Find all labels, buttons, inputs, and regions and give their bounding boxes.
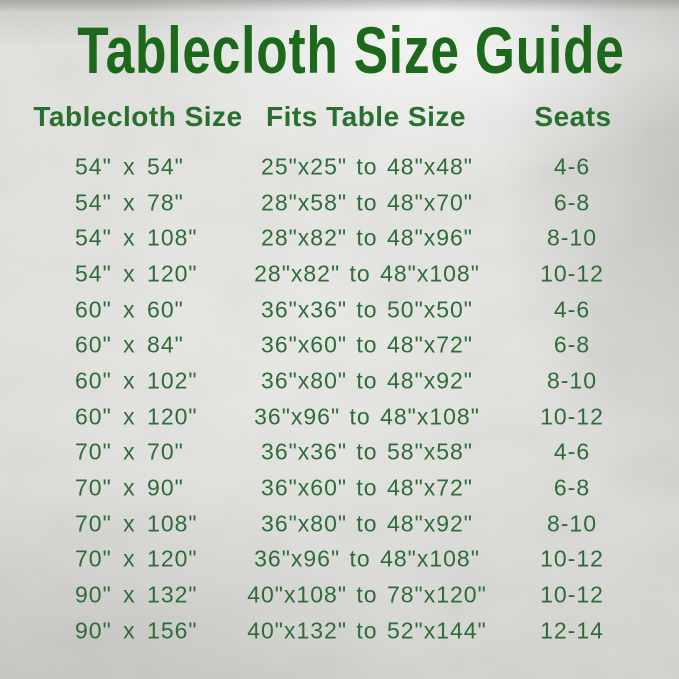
fits-table-size-cell: 40"x108" to 78"x120" [247,581,487,608]
tablecloth-size-cell: 54" x 120" [75,260,198,287]
tablecloth-size-cell: 60" x 84" [75,331,184,358]
table-row [0,185,679,221]
tablecloth-size-cell: 60" x 102" [75,367,198,394]
seats-cell: 12-14 [540,617,604,644]
fits-table-size-cell: 25"x25" to 48"x48" [261,153,473,180]
seats-cell: 8-10 [546,224,598,251]
table-row [0,577,679,613]
table-row [0,149,679,185]
fits-table-size-cell: 28"x58" to 48"x70" [261,189,473,216]
fits-table-size-cell: 36"x36" to 58"x58" [261,438,473,465]
table-row [0,613,679,649]
table-row [0,220,679,256]
fits-table-size-cell: 36"x60" to 48"x72" [261,474,473,501]
tablecloth-size-cell: 90" x 156" [75,617,198,644]
fits-table-size-cell: 40"x132" to 52"x144" [247,617,487,644]
seats-cell: 10-12 [540,403,604,430]
tablecloth-size-cell: 70" x 120" [75,545,198,572]
page-title-text: Tablecloth Size Guide [77,13,625,87]
table-header-row [0,101,679,135]
tablecloth-size-cell: 70" x 90" [75,474,184,501]
table-row [0,327,679,363]
tablecloth-size-cell: 60" x 120" [75,403,198,430]
seats-cell: 4-6 [553,296,591,323]
seats-cell: 6-8 [553,331,591,358]
seats-cell: 10-12 [540,545,604,572]
table-row [0,506,679,542]
fits-table-size-cell: 36"x80" to 48"x92" [261,367,473,394]
seats-cell: 4-6 [553,438,591,465]
tablecloth-size-cell: 90" x 132" [75,581,198,608]
tablecloth-size-cell: 54" x 54" [75,153,184,180]
column-header-fits-table-size: Fits Table Size [266,101,466,132]
tablecloth-size-cell: 70" x 108" [75,510,198,537]
column-header-seats: Seats [534,101,612,132]
page-title [0,15,679,85]
table-row [0,363,679,399]
table-row [0,542,679,578]
seats-cell: 8-10 [546,510,598,537]
table-row [0,470,679,506]
table-row [0,399,679,435]
tablecloth-size-cell: 70" x 70" [75,438,184,465]
seats-cell: 8-10 [546,367,598,394]
fits-table-size-cell: 36"x96" to 48"x108" [254,545,480,572]
seats-cell: 10-12 [540,581,604,608]
seats-cell: 6-8 [553,189,591,216]
fits-table-size-cell: 28"x82" to 48"x96" [261,224,473,251]
table-row [0,292,679,328]
fits-table-size-cell: 28"x82" to 48"x108" [254,260,480,287]
fits-table-size-cell: 36"x36" to 50"x50" [261,296,473,323]
tablecloth-size-cell: 60" x 60" [75,296,184,323]
table-row [0,256,679,292]
seats-cell: 6-8 [553,474,591,501]
size-table-body [0,149,679,649]
table-row [0,435,679,471]
tablecloth-size-cell: 54" x 78" [75,189,184,216]
tablecloth-size-cell: 54" x 108" [75,224,198,251]
column-header-tablecloth-size: Tablecloth Size [33,101,243,132]
seats-cell: 4-6 [553,153,591,180]
fits-table-size-cell: 36"x80" to 48"x92" [261,510,473,537]
seats-cell: 10-12 [540,260,604,287]
fits-table-size-cell: 36"x60" to 48"x72" [261,331,473,358]
fits-table-size-cell: 36"x96" to 48"x108" [254,403,480,430]
